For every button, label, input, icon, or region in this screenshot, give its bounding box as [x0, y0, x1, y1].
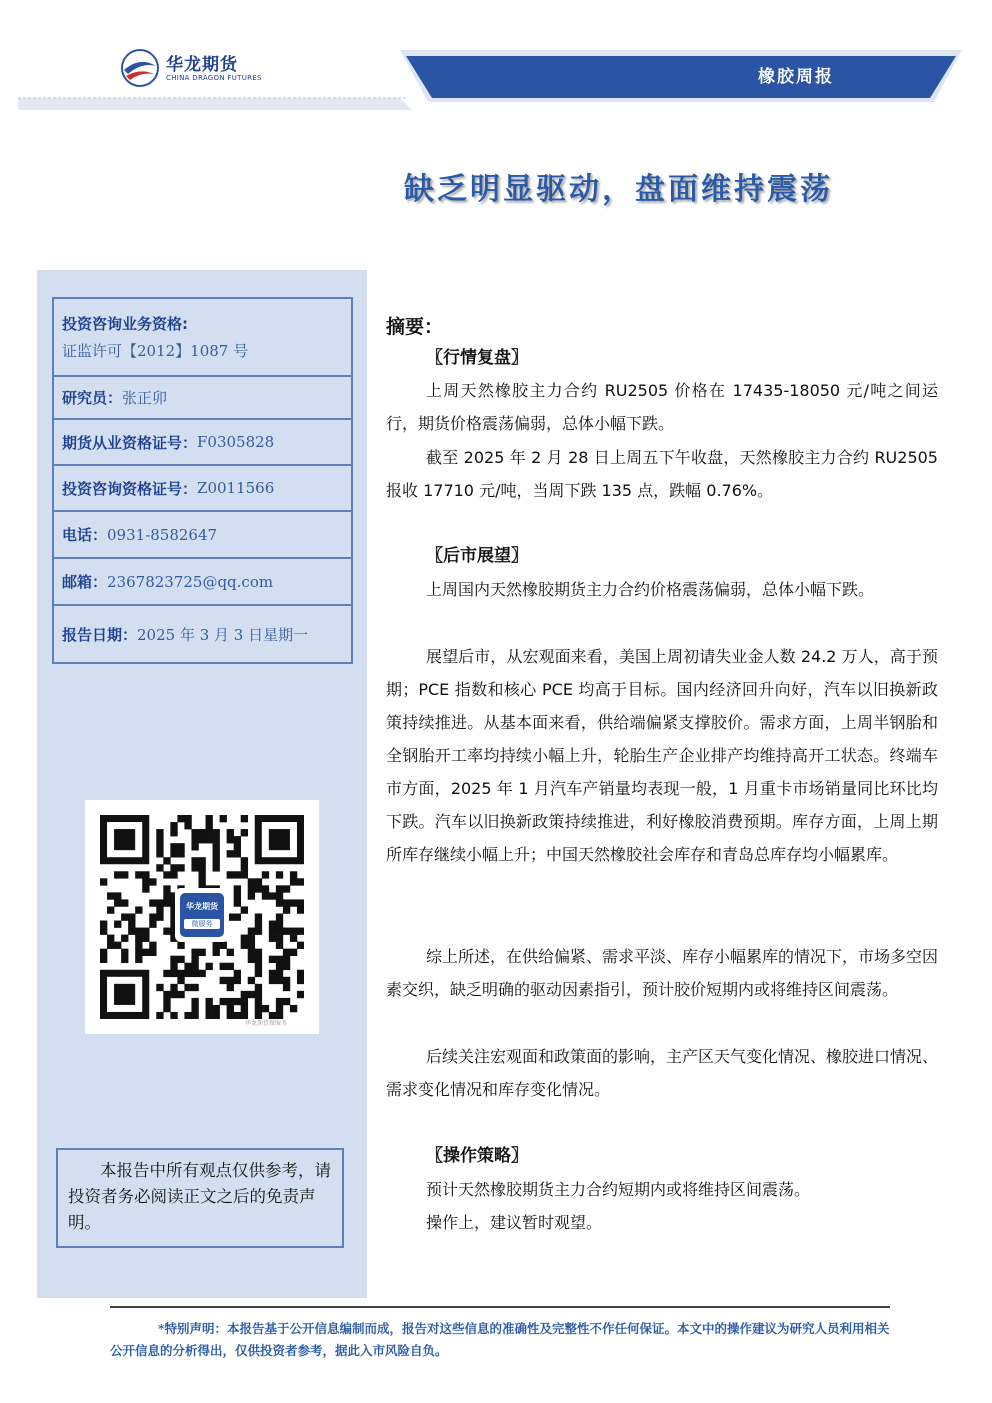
info-value: F0305828	[197, 433, 275, 451]
info-row-qualification	[54, 299, 351, 377]
info-label: 投资咨询资格证号：	[62, 479, 198, 498]
qr-center-badge: 微服务	[184, 919, 220, 929]
paragraph: 后续关注宏观面和政策面的影响，主产区天气变化情况、橡胶进口情况、需求变化情况和库存变化情况。	[386, 1047, 939, 1099]
paragraph: 综上所述，在供给偏紧、需求平淡、库存小幅累库的情况下，市场多空因素交织，缺乏明确的驱动因素指引，预计胶价短期内或将维持区间震荡。	[386, 947, 939, 999]
paragraph: 预计天然橡胶期货主力合约短期内或将维持区间震荡。	[426, 1180, 811, 1199]
info-value: 张正卯	[122, 389, 168, 407]
footer-divider	[110, 1306, 890, 1308]
info-label: 投资咨询业务资格:	[62, 315, 188, 333]
section-heading-outlook: 〖后市展望〗	[426, 546, 528, 566]
paragraph: 操作上，建议暂时观望。	[426, 1213, 603, 1232]
disclaimer-text: 本报告中所有观点仅供参考，请投资者务必阅读正文之后的免责声明。	[68, 1161, 331, 1232]
info-value: Z0011566	[197, 479, 275, 497]
report-title: 缺乏明显驱动，盘面维持震荡	[404, 172, 833, 207]
qr-center-title: 华龙期货	[186, 902, 218, 911]
header-banner	[0, 40, 992, 110]
qr-caption: 华龙期货微服务	[245, 1020, 288, 1027]
info-row-futures-license	[54, 420, 351, 466]
info-label: 邮箱：	[62, 573, 108, 591]
paragraph: 截至 2025 年 2 月 28 日上周五下午收盘，天然橡胶主力合约 RU2505 报收 17710 元/吨，当周下跌 135 点，跌幅 0.76%。	[386, 448, 938, 500]
info-row-report-date	[54, 606, 351, 662]
section-heading-strategy: 〖操作策略〗	[426, 1146, 528, 1166]
paragraph: 上周天然橡胶主力合约 RU2505 价格在 17435-18050 元/吨之间运行，期货价格震荡偏弱，总体小幅下跌。	[386, 381, 938, 433]
paragraph: 展望后市，从宏观面来看，美国上周初请失业金人数 24.2 万人，高于预期；PCE 指数和核心 PCE 均高于目标。国内经济回升向好，汽车以旧换新政策持续推进。从基本面来看，供给端偏紧支撑胶价。需求方面，上周半钢胎和全钢胎开工率均持续小幅上升，轮胎生产企业排产均维持高开工状态。终端车市方面，2025 年 1 月汽车产销量均表现一般，1 月重卡市场销量同比环比均下跌。汽车以旧换新政策持续推进，利好橡胶消费预期。库存方面，上周上期所库存继续小幅上升；中国天然橡胶社会库存和青岛总库存均小幅累库。	[386, 647, 938, 864]
info-row-researcher	[54, 377, 351, 420]
qr-code	[85, 800, 319, 1034]
info-row-email	[54, 559, 351, 606]
paragraph: 上周国内天然橡胶期货主力合约价格震荡偏弱，总体小幅下跌。	[426, 580, 875, 599]
info-row-advisory-license	[54, 466, 351, 512]
info-label: 研究员：	[62, 389, 123, 407]
section-heading-review: 〖行情复盘〗	[426, 348, 528, 368]
info-label: 报告日期：	[62, 625, 138, 644]
footer-statement: *特别声明：本报告基于公开信息编制而成，报告对这些信息的准确性及完整性不作任何保证。本文中的操作建议为研究人员利用相关公开信息的分析得出，仅供投资者参考，据此入市风险自负。	[110, 1321, 890, 1358]
info-label: 期货从业资格证号：	[62, 433, 198, 452]
info-label: 电话：	[62, 526, 108, 544]
info-value: 0931-8582647	[107, 525, 218, 544]
abstract-title: 摘要：	[386, 316, 444, 338]
info-value: 2025 年 3 月 3 日星期一	[137, 625, 309, 644]
brand-name-en: CHINA DRAGON FUTURES	[166, 74, 262, 82]
report-type-label: 橡胶周报	[758, 67, 834, 87]
analyst-info-box	[52, 297, 353, 664]
brand-name: 华龙期货	[166, 55, 238, 75]
qr-center-logo	[175, 888, 229, 942]
info-row-phone	[54, 512, 351, 559]
info-value: 2367823725@qq.com	[107, 572, 274, 591]
info-value: 证监许可【2012】1087 号	[62, 342, 249, 360]
sidebar-disclaimer	[56, 1148, 344, 1248]
sidebar	[37, 270, 367, 1298]
